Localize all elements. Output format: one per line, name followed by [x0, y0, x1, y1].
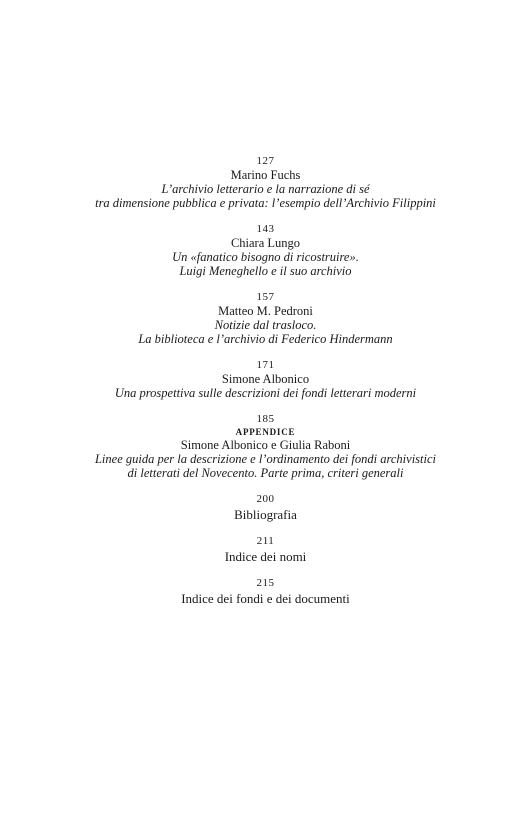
- essay-title-line: Una prospettiva sulle descrizioni dei fondi letterari moderni: [114, 386, 417, 400]
- page-number: 157: [256, 291, 275, 303]
- essay-title-line: tra dimensione pubblica e privata: l’esempio dell’Archivio Filippini: [95, 196, 436, 210]
- essay-title-line: Notizie dal trasloco.: [214, 318, 317, 332]
- toc-entry-bibliografia: [0, 493, 531, 523]
- section-title: Indice dei fondi e dei documenti: [181, 591, 350, 606]
- page-number: 211: [256, 535, 275, 547]
- toc-entry-pedroni: [0, 291, 531, 346]
- page-number: 143: [256, 223, 275, 235]
- author-name: Chiara Lungo: [230, 236, 301, 250]
- author-name: Marino Fuchs: [230, 168, 301, 182]
- page-number: 185: [256, 413, 275, 425]
- essay-title-line: di letterati del Novecento. Parte prima, criteri generali: [127, 466, 404, 480]
- essay-title-line: Un «fanatico bisogno di ricostruire».: [172, 250, 359, 264]
- page-number: 200: [256, 493, 275, 505]
- essay-title-line: La biblioteca e l’archivio di Federico Hindermann: [138, 332, 393, 346]
- author-name: Matteo M. Pedroni: [218, 304, 313, 318]
- page-number: 171: [256, 359, 275, 371]
- essay-title-line: Linee guida per la descrizione e l’ordinamento dei fondi archivistici: [94, 452, 437, 466]
- page-number: 127: [256, 155, 275, 167]
- author-name: Simone Albonico e Giulia Raboni: [180, 438, 351, 452]
- essay-title-line: L’archivio letterario e la narrazione di sé: [161, 182, 370, 196]
- author-name: Simone Albonico: [221, 372, 310, 386]
- toc-entry-albonico: [0, 359, 531, 400]
- essay-title-line: Luigi Meneghello e il suo archivio: [179, 264, 352, 278]
- toc-entry-indice-fondi: [0, 577, 531, 607]
- section-title: Indice dei nomi: [224, 549, 307, 564]
- section-title: Bibliografia: [234, 507, 297, 522]
- toc-entry-fuchs: [0, 155, 531, 210]
- page-number: 215: [256, 577, 275, 589]
- toc-entry-indice-nomi: [0, 535, 531, 565]
- toc-entry-lungo: [0, 223, 531, 278]
- section-label: APPENDICE: [235, 427, 296, 437]
- toc-entry-appendice: [0, 413, 531, 480]
- table-of-contents: [0, 155, 531, 619]
